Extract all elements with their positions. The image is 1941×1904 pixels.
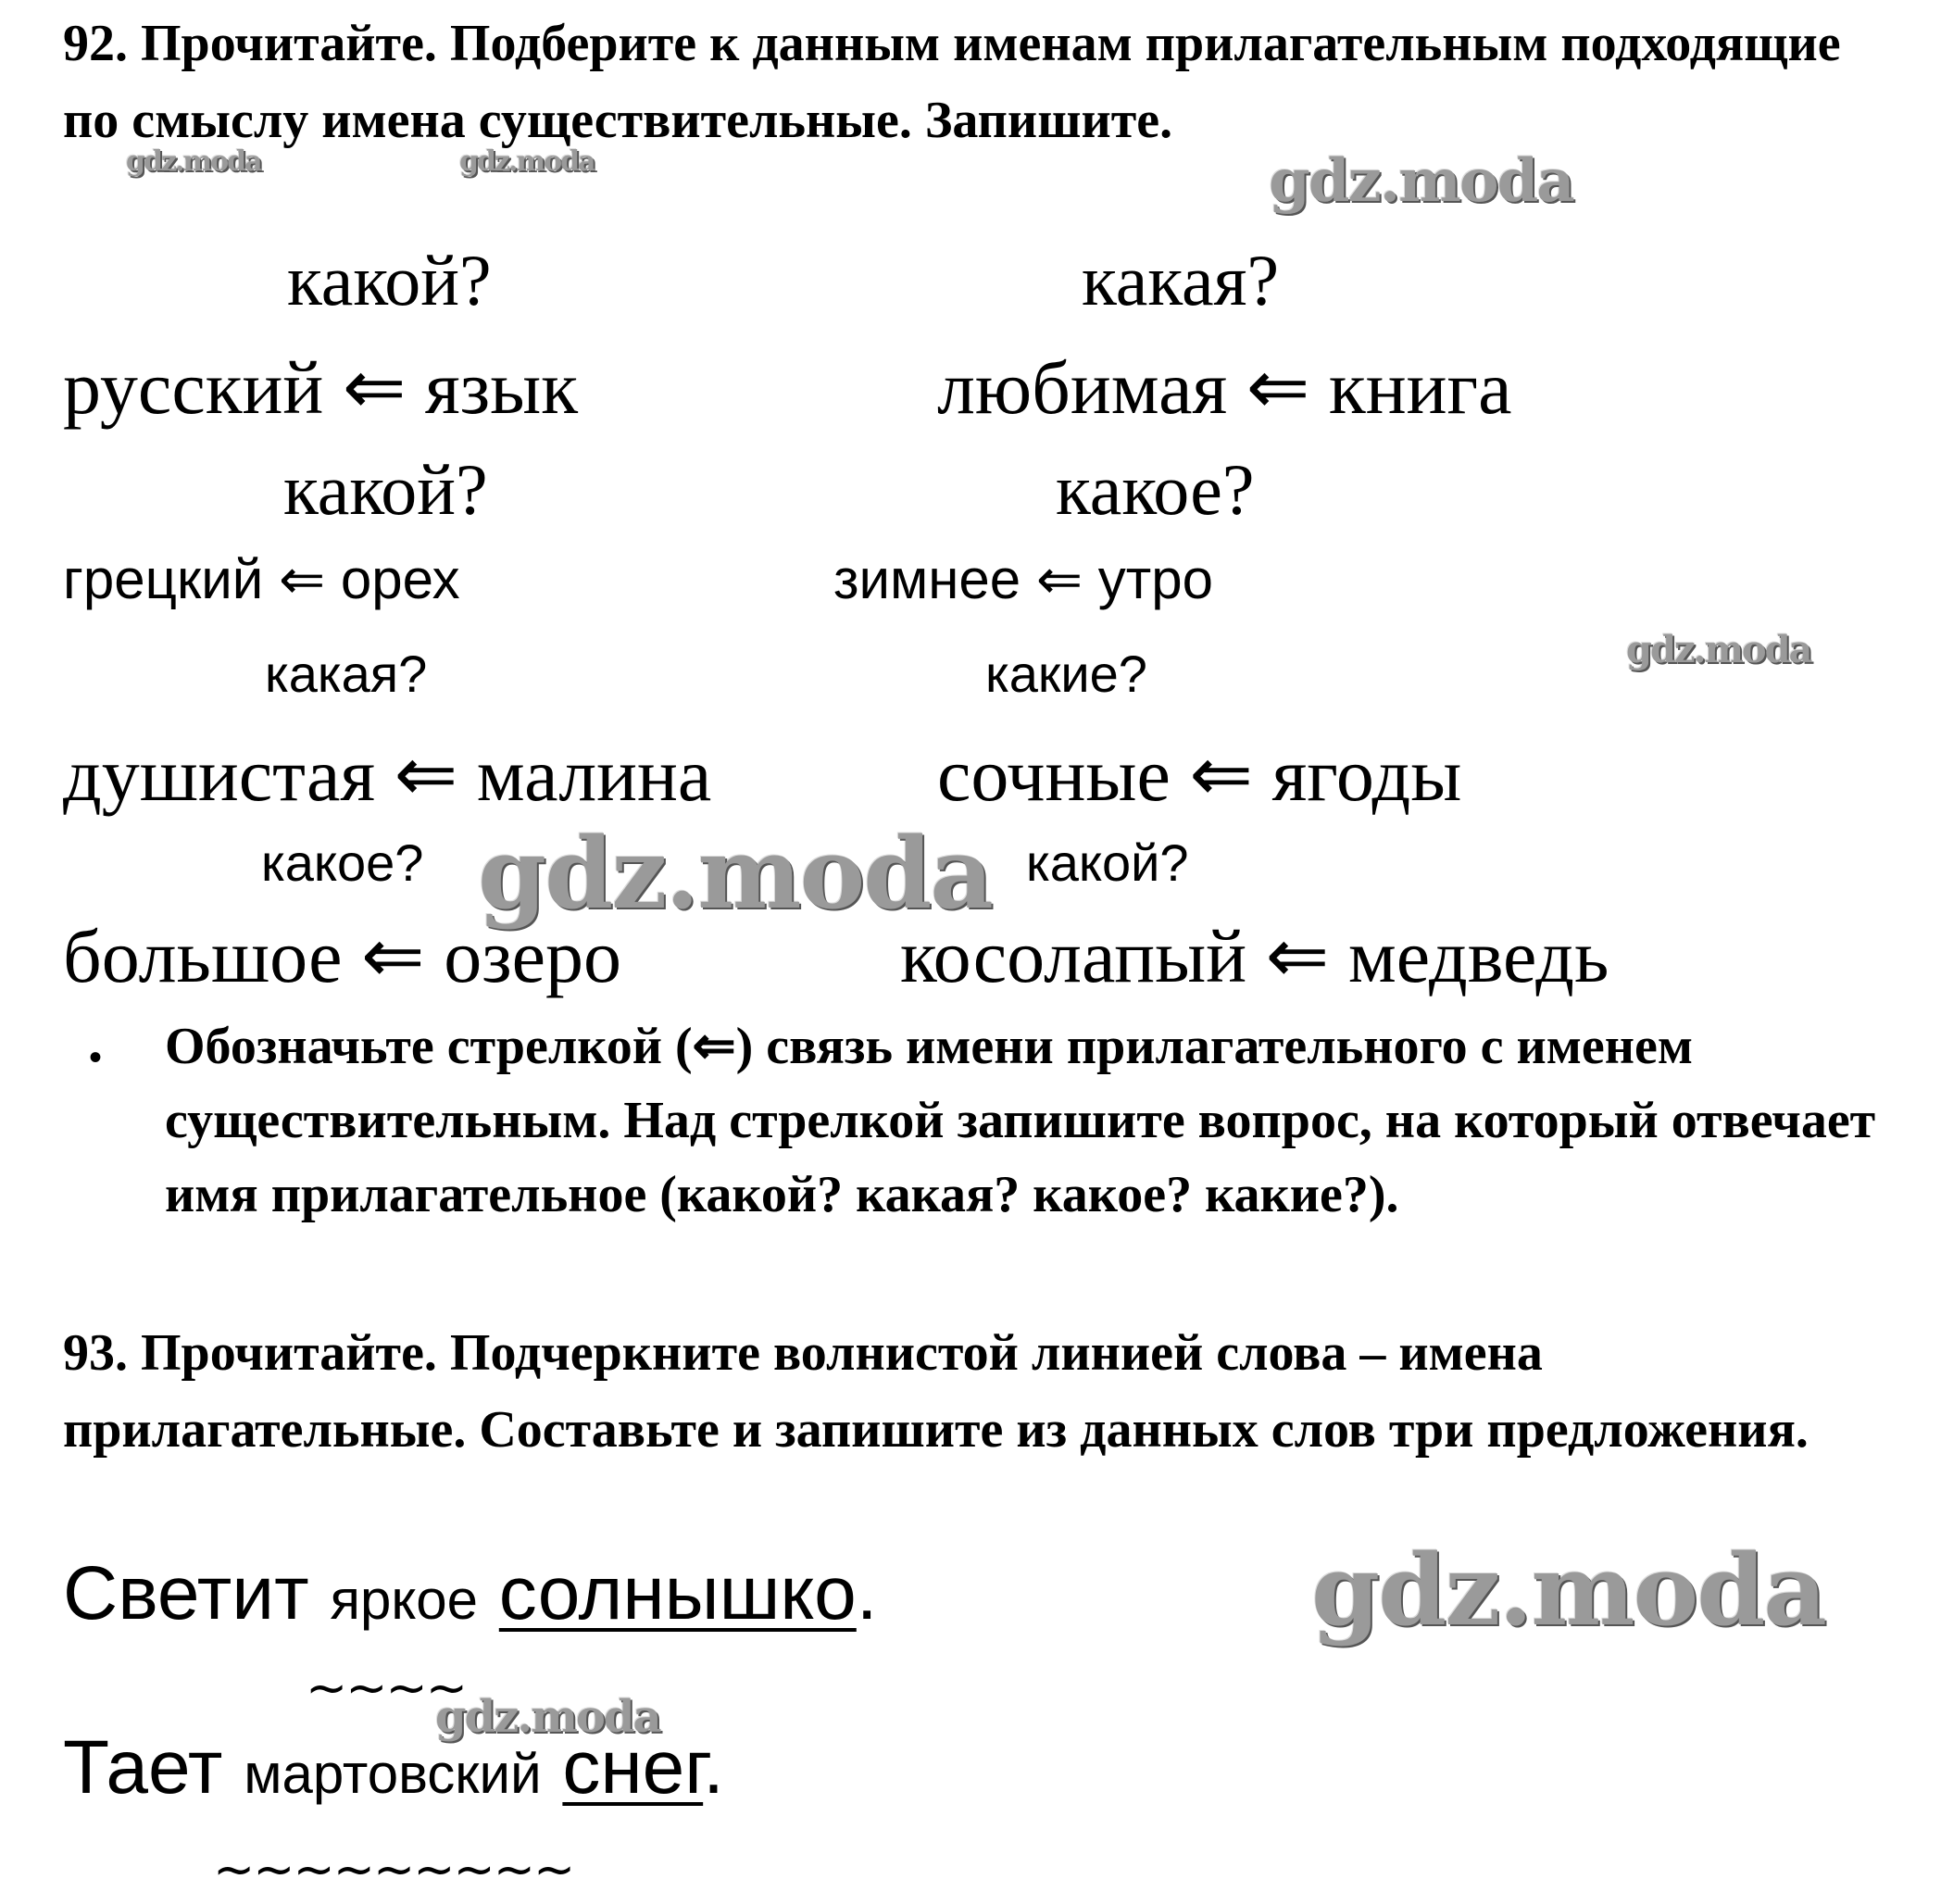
sentence-end: . <box>856 1551 878 1635</box>
question-label: какая? <box>1082 240 1280 320</box>
question-label: какая? <box>265 645 428 703</box>
question-label: какой? <box>283 449 488 530</box>
question-label: какое? <box>1056 449 1255 530</box>
word-pair: грецкий ⇐ орех <box>63 548 460 610</box>
question-label: какой? <box>1026 833 1189 892</box>
word-pair: любимая ⇐ книга <box>937 345 1512 430</box>
task-93-text: 93. Прочитайте. Подчеркните волнистой линией слова – имена прилагательные. Составьте и запишите из данных слов три предложения. <box>63 1324 1809 1459</box>
sentence-verb: Тает <box>63 1725 223 1810</box>
sentence-noun: солнышко <box>498 1551 857 1635</box>
sentence-adjective: яркое <box>330 1569 478 1631</box>
watermark-logo: gdz.moda <box>1269 146 1573 216</box>
sentence-end: . <box>703 1725 724 1810</box>
watermark-logo: gdz.moda <box>478 815 992 931</box>
watermark-logo: gdz.moda <box>435 1691 660 1743</box>
watermark-logo: gdz.moda <box>126 145 261 178</box>
sentence-noun: снег <box>562 1725 704 1810</box>
sentence-adjective: мартовский <box>244 1743 542 1805</box>
question-label: какие? <box>985 645 1147 703</box>
word-pair: душистая ⇐ малина <box>63 733 712 817</box>
question-label: какой? <box>287 240 492 320</box>
bullet-marker: • <box>89 1036 103 1078</box>
answer-sentence <box>63 1551 878 1635</box>
word-pair: косолапый ⇐ медведь <box>900 914 1609 998</box>
question-label: какое? <box>261 833 424 892</box>
word-pair: сочные ⇐ ягоды <box>937 733 1462 817</box>
wavy-underline: ~~~~~~~~~ <box>213 1840 574 1898</box>
watermark-logo: gdz.moda <box>459 145 595 178</box>
wavy-underline: ~~~~ <box>306 1659 466 1717</box>
bullet-instruction: Обозначьте стрелкой (⇐) связь имени прилагательного с именем существительным. Над стрелкой запишите вопрос, на который отвечает имя прилагательное (какой? какая? какое? какие?). <box>165 1018 1876 1223</box>
word-pair: зимнее ⇐ утро <box>833 548 1213 610</box>
watermark-logo: gdz.moda <box>1311 1532 1825 1647</box>
word-pair: большое ⇐ озеро <box>63 914 621 998</box>
sentence-verb: Светит <box>63 1551 309 1635</box>
watermark-logo: gdz.moda <box>1626 628 1811 671</box>
task-92-text: 92. Прочитайте. Подберите к данным именам прилагательным подходящие по смыслу имена существительные. Запишите. <box>63 15 1841 149</box>
word-pair: русский ⇐ язык <box>63 345 579 430</box>
